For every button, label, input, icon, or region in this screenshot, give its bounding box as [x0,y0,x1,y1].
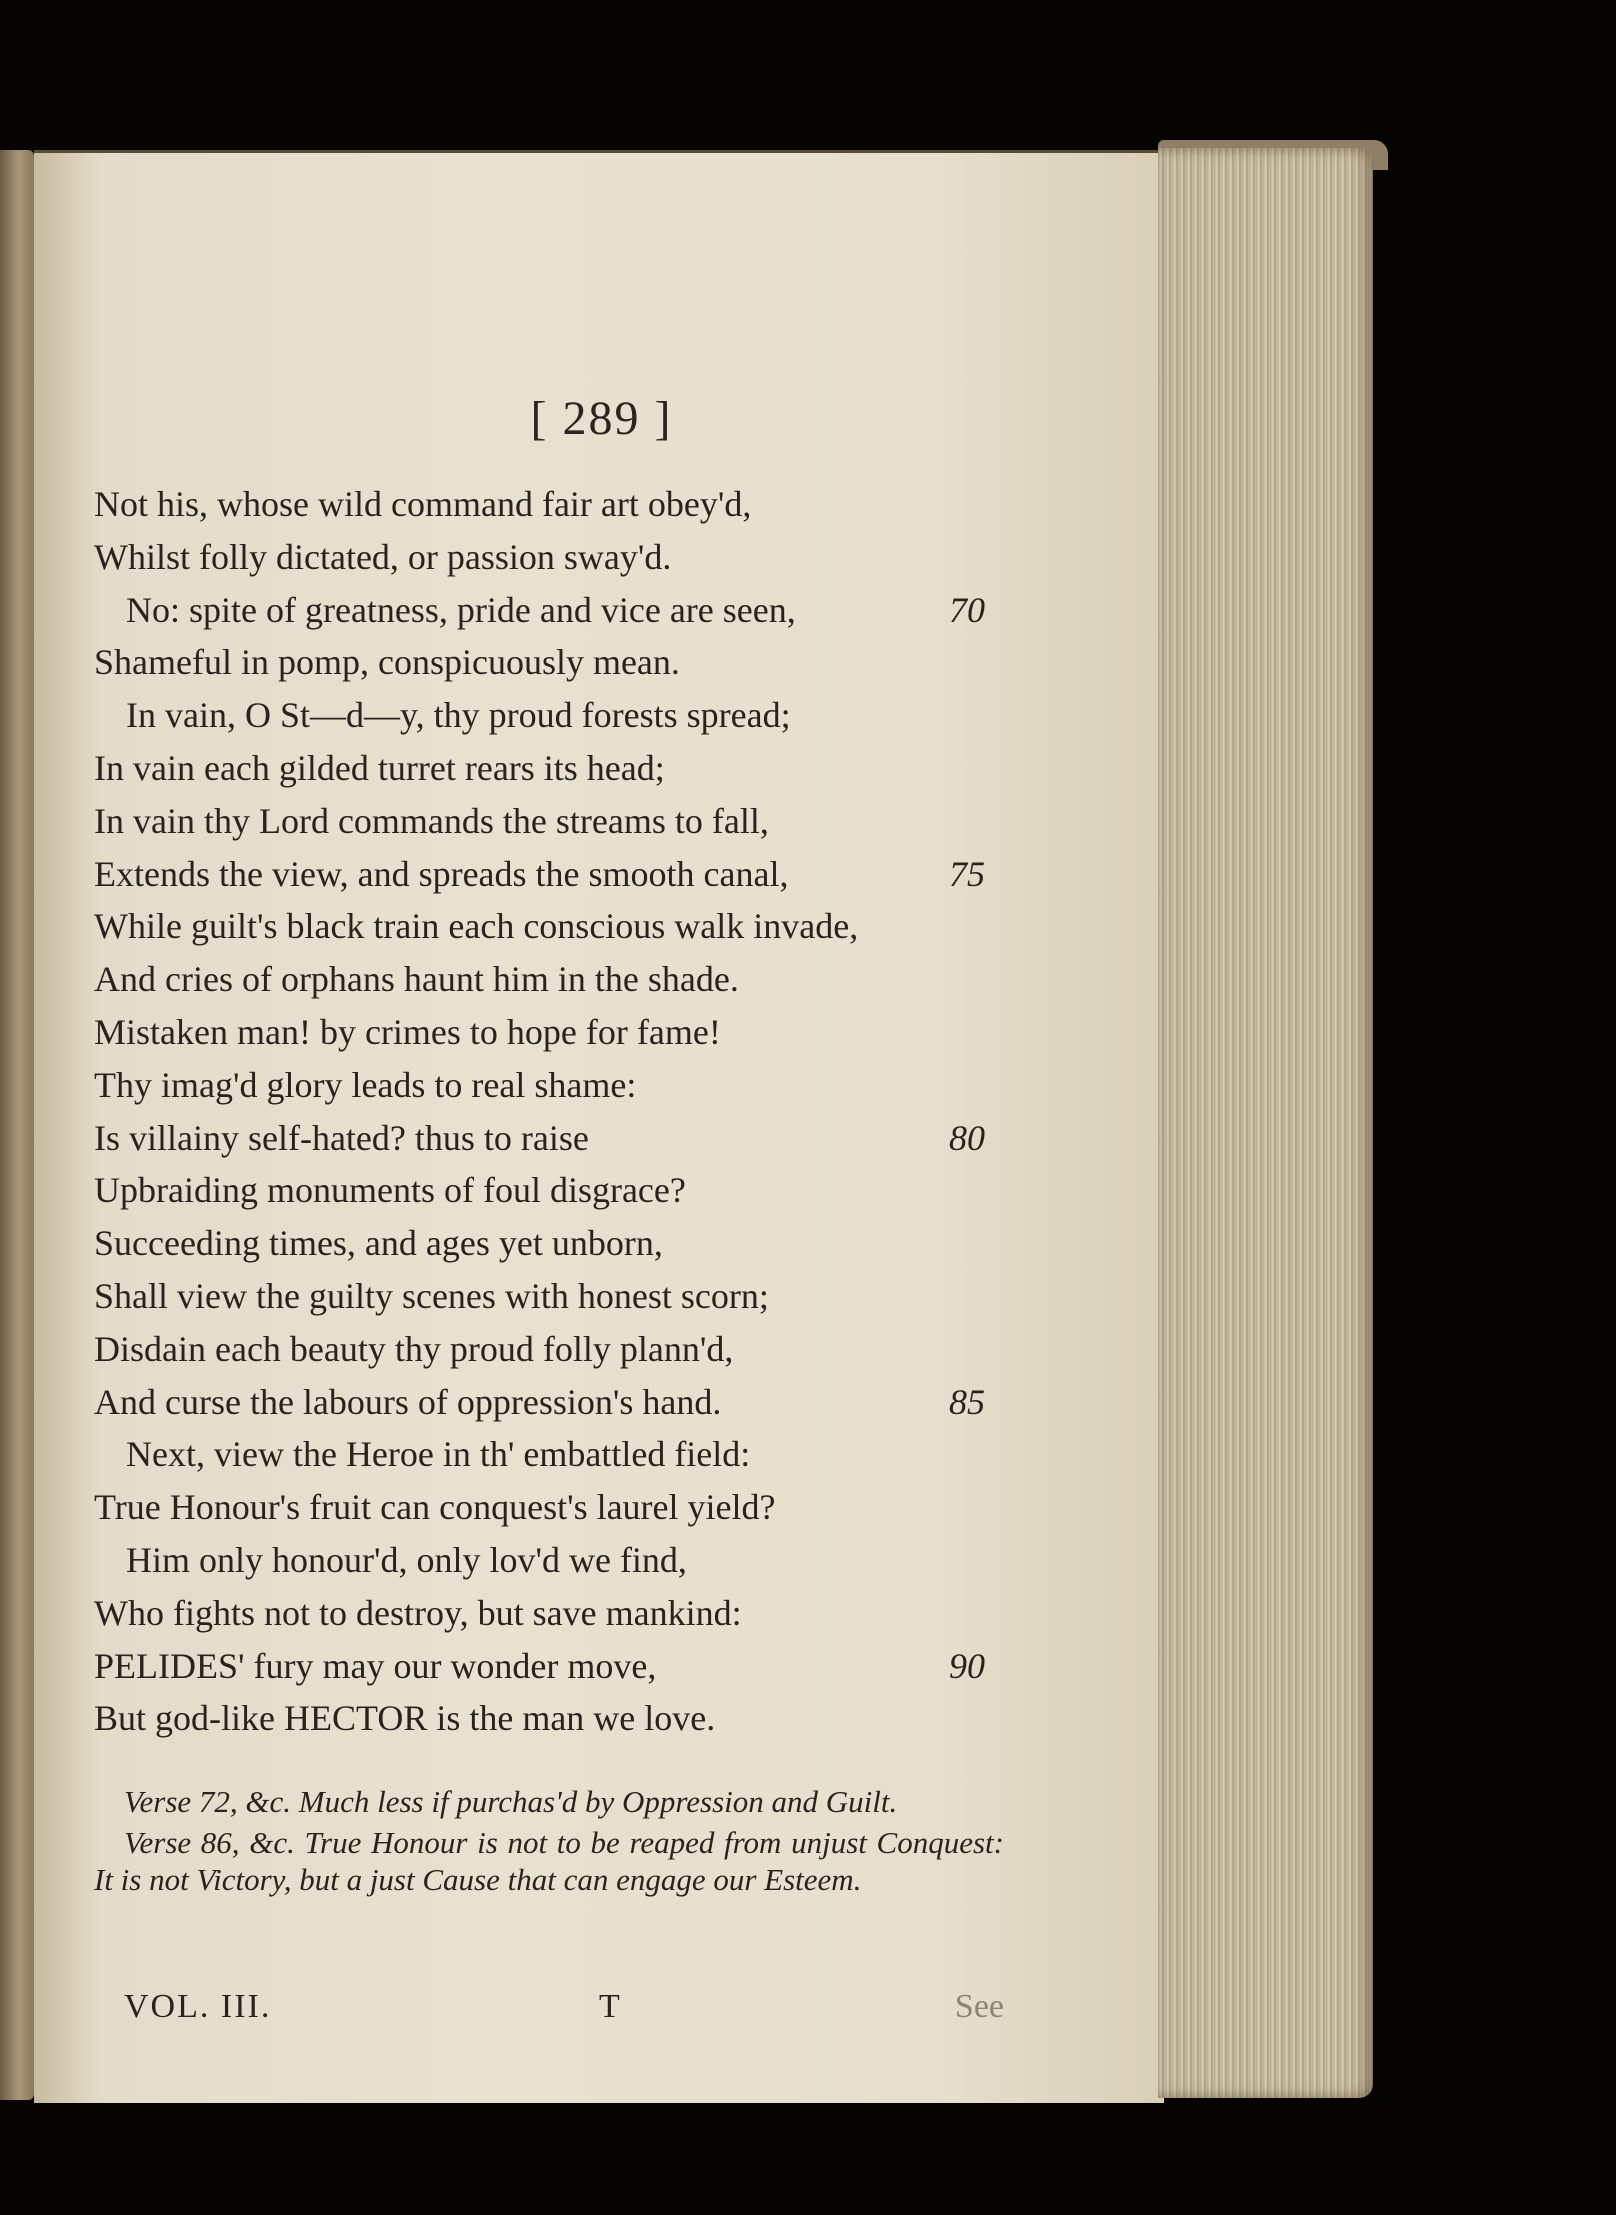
line-text: Disdain each beauty thy proud folly plann'd, [94,1328,734,1369]
poem-line [94,900,1024,953]
poem-line [94,1323,1024,1376]
poem-line [94,953,1024,1006]
line-text: And curse the labours of oppression's hand. [94,1381,722,1422]
book-page [34,150,1164,2103]
line-number: 70 [949,589,985,630]
line-text: While guilt's black train each conscious walk invade, [94,906,859,947]
line-text: PELIDES' fury may our wonder move, [94,1645,657,1686]
poem-line [94,584,1024,637]
line-text: Succeeding times, and ages yet unborn, [94,1223,663,1264]
line-text: True Honour's fruit can conquest's laurel yield? [94,1487,776,1528]
poem-line [94,478,1024,531]
line-text: Is villainy self-hated? thus to raise [94,1117,589,1158]
signature-mark: T [599,1988,620,2025]
line-number: 85 [949,1381,985,1422]
footnote [94,1824,1004,1898]
poem-line [94,848,1024,901]
poem-text [94,478,1024,1745]
poem-line [94,1112,1024,1165]
line-text: Him only honour'd, only lov'd we find, [126,1539,687,1580]
line-text: In vain, O St—d—y, thy proud forests spread; [126,695,791,736]
footnote-text: Verse 72, &c. Much less if purchas'd by Oppression and Guilt. [124,1784,898,1819]
line-text: And cries of orphans haunt him in the shade. [94,959,739,1000]
line-number: 90 [949,1645,985,1686]
poem-line [94,1640,1024,1693]
footnotes [94,1783,1004,1902]
page-number-header: [ 289 ] [530,392,673,445]
poem-line [94,1428,1024,1481]
poem-line [94,1059,1024,1112]
poem-line [94,1270,1024,1323]
line-text: Thy imag'd glory leads to real shame: [94,1064,637,1105]
poem-line [94,1006,1024,1059]
line-text: Shameful in pomp, conspicuously mean. [94,642,680,683]
line-text: But god-like HECTOR is the man we love. [94,1698,716,1739]
poem-line [94,531,1024,584]
poem-line [94,1217,1024,1270]
line-text: Who fights not to destroy, but save mankind: [94,1592,742,1633]
poem-line [94,795,1024,848]
line-number: 80 [949,1117,985,1158]
line-text: In vain thy Lord commands the streams to fall, [94,800,769,841]
poem-line [94,1164,1024,1217]
poem-line [94,1481,1024,1534]
poem-line [94,636,1024,689]
page-block-edges [1158,148,1373,2098]
line-text: Upbraiding monuments of foul disgrace? [94,1170,686,1211]
poem-line [94,1587,1024,1640]
page-footer [94,1988,1004,2038]
volume-label: VOL. III. [124,1988,272,2025]
catchword: See [954,1988,1004,2025]
poem-line [94,689,1024,742]
poem-line [94,1534,1024,1587]
footnote-text: Verse 86, &c. True Honour is not to be reaped from unjust Conquest: It is not Victory, but a just Cause that can engage our Esteem. [94,1825,1004,1897]
poem-line [94,1692,1024,1745]
line-text: Mistaken man! by crimes to hope for fame! [94,1011,721,1052]
line-text: Whilst folly dictated, or passion sway'd. [94,536,672,577]
poem-line [94,1376,1024,1429]
line-text: Next, view the Heroe in th' embattled field: [126,1434,751,1475]
footnote [94,1783,1004,1820]
line-text: Not his, whose wild command fair art obey'd, [94,484,752,524]
line-text: No: spite of greatness, pride and vice are seen, [126,589,796,630]
poem-line [94,742,1024,795]
previous-page-edge [0,150,34,2100]
line-number: 75 [949,853,985,894]
line-text: Shall view the guilty scenes with honest scorn; [94,1275,769,1316]
line-text: In vain each gilded turret rears its head; [94,747,665,788]
line-text: Extends the view, and spreads the smooth canal, [94,853,789,894]
